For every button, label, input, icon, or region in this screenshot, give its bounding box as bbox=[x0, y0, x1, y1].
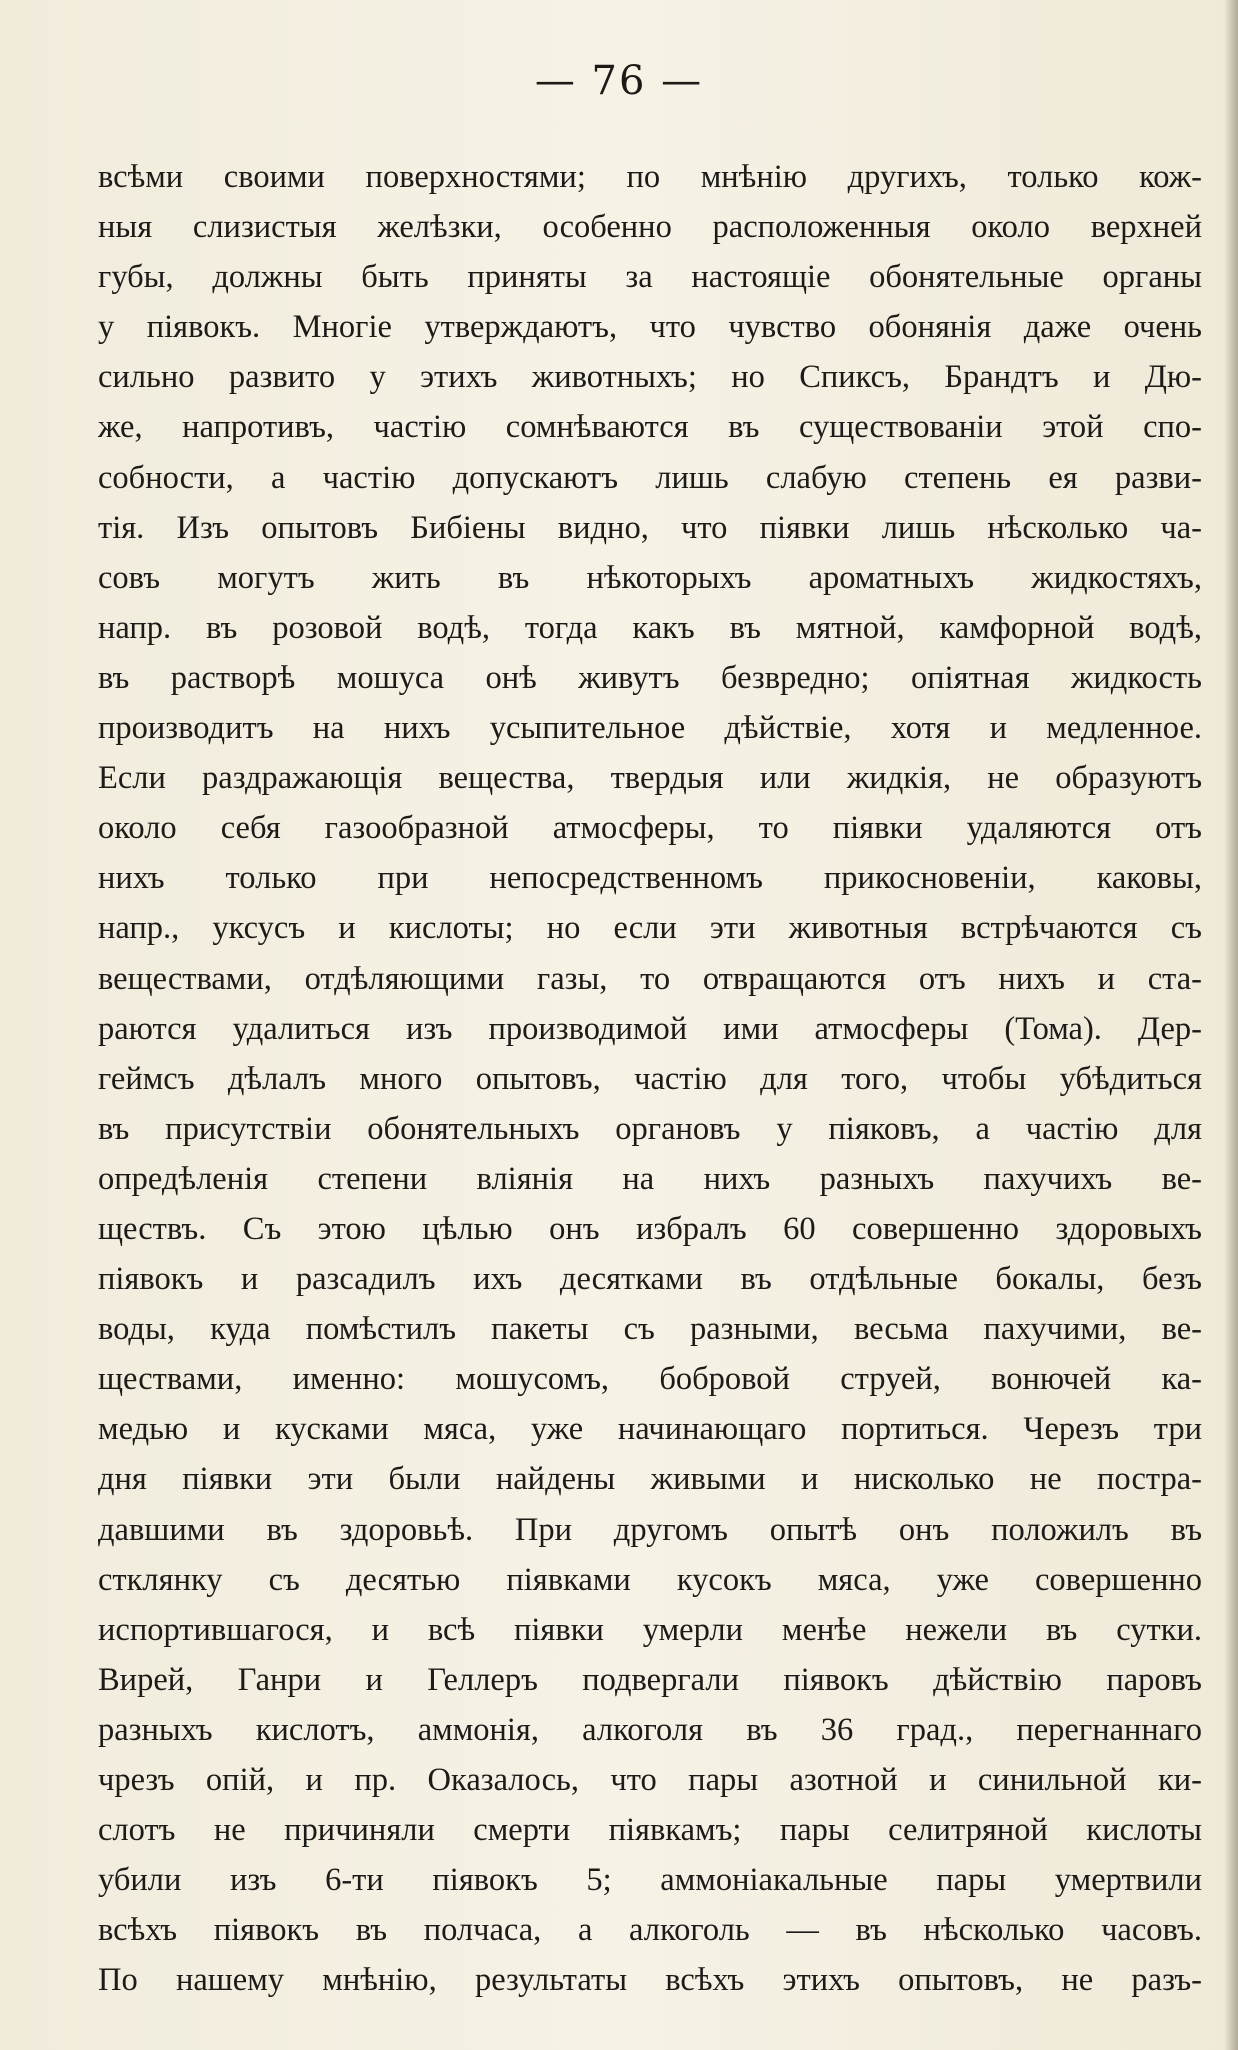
body-text bbox=[98, 152, 1202, 2005]
text-line: у піявокъ. Многіе утверждаютъ, что чувство обонянія даже очень bbox=[98, 309, 1202, 346]
text-line: По нашему мнѣнію, результаты всѣхъ этихъ опытовъ, не разъ- bbox=[98, 1962, 1202, 1999]
text-line: Если раздражающія вещества, твердыя или жидкія, не образуютъ bbox=[98, 760, 1202, 797]
text-line: всѣми своими поверхностями; по мнѣнію другихъ, только кож- bbox=[98, 159, 1202, 195]
text-line: около себя газообразной атмосферы, то піявки удаляются отъ bbox=[98, 810, 1202, 847]
text-line: воды, куда помѣстилъ пакеты съ разными, весьма пахучими, ве- bbox=[98, 1311, 1202, 1348]
text-line: напр., уксусъ и кислоты; но если эти животныя встрѣчаются съ bbox=[98, 910, 1202, 947]
text-line: собности, а частію допускаютъ лишь слабую степень ея разви- bbox=[98, 459, 1202, 496]
text-line: Вирей, Ганри и Геллеръ подвергали піявокъ дѣйствію паровъ bbox=[98, 1661, 1202, 1698]
text-line: ществами, именно: мошусомъ, бобровой струей, вонючей ка- bbox=[98, 1361, 1202, 1398]
text-line: убили изъ 6-ти піявокъ 5; аммоніакальные пары умертвили bbox=[98, 1862, 1202, 1899]
text-line: разныхъ кислотъ, аммонія, алкоголя въ 36 град., перегнаннаго bbox=[98, 1711, 1202, 1748]
text-line: дня піявки эти были найдены живыми и нисколько не постра- bbox=[98, 1461, 1202, 1498]
text-line: стклянку съ десятью піявками кусокъ мяса, уже совершенно bbox=[98, 1561, 1202, 1598]
page-edge-shadow bbox=[1224, 0, 1238, 2050]
page-number: — 76 — bbox=[534, 58, 704, 104]
text-line: въ растворѣ мошуса онѣ живутъ безвредно; опіятная жидкость bbox=[98, 659, 1202, 696]
text-line: губы, должны быть приняты за настоящіе обонятельные органы bbox=[98, 259, 1202, 296]
text-line: піявокъ и разсадилъ ихъ десятками въ отдѣльные бокалы, безъ bbox=[98, 1261, 1202, 1298]
text-line: ществъ. Съ этою цѣлью онъ избралъ 60 совершенно здоровыхъ bbox=[98, 1210, 1202, 1247]
text-line: раются удалиться изъ производимой ими атмосферы (Тома). Дер- bbox=[98, 1010, 1202, 1047]
text-line: нихъ только при непосредственномъ прикосновеніи, каковы, bbox=[98, 860, 1202, 897]
text-line: давшими въ здоровьѣ. При другомъ опытѣ онъ положилъ въ bbox=[98, 1511, 1202, 1548]
text-line: въ присутствіи обонятельныхъ органовъ у піяковъ, а частію для bbox=[98, 1110, 1202, 1147]
text-line: ныя слизистыя желѣзки, особенно расположенныя около верхней bbox=[98, 209, 1202, 246]
text-line: всѣхъ піявокъ въ полчаса, а алкоголь — въ нѣсколько часовъ. bbox=[98, 1912, 1202, 1949]
text-line: геймсъ дѣлалъ много опытовъ, частію для того, чтобы убѣдиться bbox=[98, 1060, 1202, 1097]
text-line: веществами, отдѣляющими газы, то отвращаются отъ нихъ и ста- bbox=[98, 960, 1202, 997]
text-line: совъ могутъ жить въ нѣкоторыхъ ароматныхъ жидкостяхъ, bbox=[98, 559, 1202, 596]
text-line: напр. въ розовой водѣ, тогда какъ въ мятной, камфорной водѣ, bbox=[98, 609, 1202, 646]
text-line: медью и кусками мяса, уже начинающаго портиться. Черезъ три bbox=[98, 1411, 1202, 1448]
text-line: чрезъ опій, и пр. Оказалось, что пары азотной и синильной ки- bbox=[98, 1762, 1202, 1798]
text-line: слотъ не причиняли смерти піявкамъ; пары селитряной кислоты bbox=[98, 1812, 1202, 1849]
text-line: сильно развито у этихъ животныхъ; но Спиксъ, Брандтъ и Дю- bbox=[98, 359, 1202, 396]
text-line: же, напротивъ, частію сомнѣваются въ существованіи этой спо- bbox=[98, 409, 1202, 446]
text-line: производитъ на нихъ усыпительное дѣйствіе, хотя и медленное. bbox=[98, 710, 1202, 747]
text-line: опредѣленія степени вліянія на нихъ разныхъ пахучихъ ве- bbox=[98, 1160, 1202, 1197]
text-line: испортившагося, и всѣ піявки умерли менѣе нежели въ сутки. bbox=[98, 1611, 1202, 1648]
text-line: тія. Изъ опытовъ Бибіены видно, что піявки лишь нѣсколько ча- bbox=[98, 509, 1202, 546]
